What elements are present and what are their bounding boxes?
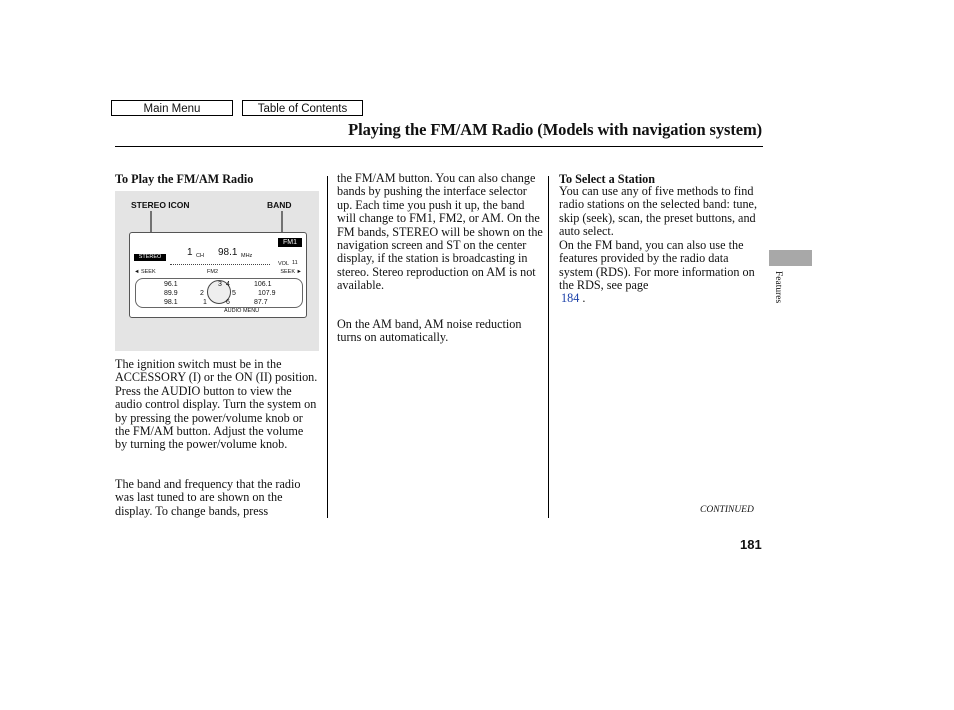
- link-trailing-text: .: [579, 291, 586, 305]
- preset-4-num: 4: [226, 281, 230, 288]
- col3-paragraph-1: You can use any of five methods to find radio stations on the selected band: tune, skip (seek), scan, the preset buttons, and auto select.: [559, 184, 757, 239]
- preset-number: 1: [187, 247, 193, 258]
- preset-5-num: 5: [232, 290, 236, 297]
- seek-left: ◄ SEEK: [134, 269, 156, 275]
- page-number: 181: [740, 537, 762, 552]
- preset-6-num: 6: [226, 299, 230, 306]
- preset-1-freq: 96.1: [164, 281, 178, 288]
- band-label: BAND: [267, 200, 292, 210]
- column-divider: [327, 176, 328, 518]
- stereo-icon-label: STEREO ICON: [131, 200, 190, 210]
- title-rule: [115, 146, 763, 147]
- section-tab-label: Features: [773, 271, 783, 304]
- stereo-indicator: STEREO: [134, 254, 166, 261]
- fm2-label: FM2: [207, 269, 218, 275]
- preset-3-label: 3: [218, 281, 222, 288]
- radio-screen: [129, 232, 307, 318]
- section-tab: [769, 250, 812, 266]
- preset-2-freq: 89.9: [164, 290, 178, 297]
- continued-label: CONTINUED: [700, 505, 754, 515]
- col2-paragraph-2: On the AM band, AM noise reduction turns on automatically.: [337, 317, 522, 345]
- col1-paragraph-1: The ignition switch must be in the ACCESSORY (I) or the ON (II) position. Press the AUDIO button to view the audio control display. Turn the system on by pressing the power/volume knob or the FM/AM button. Adjust the volume by turning the power/volume knob.: [115, 357, 318, 452]
- preset-2-num: 2: [200, 290, 204, 297]
- col1-paragraph-2: The band and frequency that the radio was last tuned to are shown on the display. To change bands, press: [115, 477, 301, 518]
- main-menu-button[interactable]: Main Menu: [111, 100, 233, 116]
- frequency: 98.1: [218, 247, 238, 258]
- preset-4-freq: 106.1: [254, 281, 272, 288]
- section-heading-play-radio: To Play the FM/AM Radio: [115, 172, 254, 186]
- col2-paragraph-1: the FM/AM button. You can also change bands by pushing the interface selector up. Each time you push it up, the band will change to FM1, FM2, or AM. On the FM bands, STEREO will be shown on the navigation screen and ST on the center display, if the station is broadcasting in stereo. Stereo reproduction on AM is not available.: [337, 171, 543, 293]
- col3-paragraph-2: On the FM band, you can also use the features provided by the radio data system (RDS). For more information on the RDS, see page: [559, 238, 755, 293]
- preset-6-freq: 87.7: [254, 299, 268, 306]
- seek-right: SEEK ►: [280, 269, 302, 275]
- vol-value: 11: [292, 260, 298, 266]
- preset-3-freq: 98.1: [164, 299, 178, 306]
- audio-menu-label: AUDIO MENU: [224, 308, 260, 314]
- table-of-contents-button[interactable]: Table of Contents: [242, 100, 363, 116]
- tuning-scale: [170, 259, 270, 265]
- vol-label: VOL: [278, 261, 290, 267]
- section-heading-select-station: To Select a Station: [559, 172, 656, 186]
- preset-5-freq: 107.9: [258, 290, 276, 297]
- column-divider: [548, 176, 549, 518]
- audio-display-figure: [115, 191, 319, 351]
- page-title: Playing the FM/AM Radio (Models with navigation system): [348, 120, 762, 139]
- mhz-label: MHz: [241, 253, 253, 259]
- preset-3-num: 1: [203, 299, 207, 306]
- ch-label: CH: [196, 253, 204, 259]
- band-indicator: FM1: [278, 238, 302, 247]
- page-reference: [561, 292, 585, 305]
- page-link-184[interactable]: 184: [561, 291, 580, 305]
